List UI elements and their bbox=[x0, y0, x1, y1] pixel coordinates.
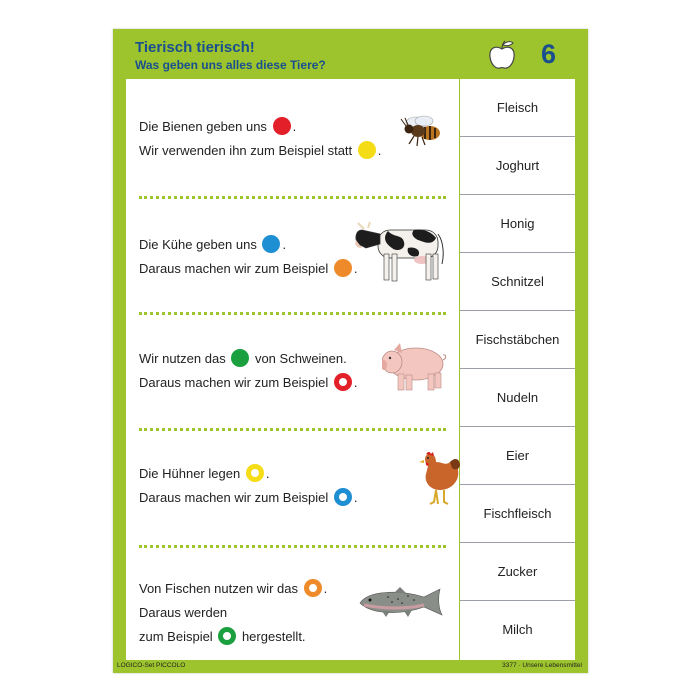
question-bees bbox=[126, 79, 459, 195]
orange-color-dot bbox=[334, 259, 352, 277]
question-line: Die Kühe geben uns . bbox=[139, 233, 286, 257]
orange-ring-dot bbox=[304, 579, 322, 597]
red-ring-dot bbox=[334, 373, 352, 391]
question-line: Die Bienen geben uns . bbox=[139, 115, 296, 139]
question-line: Von Fischen nutzen wir das . bbox=[139, 577, 327, 601]
cow-icon bbox=[352, 218, 448, 286]
card-subtitle: Was geben uns alles diese Tiere? bbox=[135, 58, 326, 72]
question-line: Daraus machen wir zum Beispiel . bbox=[139, 257, 358, 281]
yellow-ring-dot bbox=[246, 464, 264, 482]
answer-cell: Zucker bbox=[460, 543, 575, 601]
card-number: 6 bbox=[541, 39, 557, 69]
answer-cell: Fischstäbchen bbox=[460, 311, 575, 369]
answer-cell: Joghurt bbox=[460, 137, 575, 195]
question-line: Wir verwenden ihn zum Beispiel statt . bbox=[139, 139, 381, 163]
answer-cell: Honig bbox=[460, 195, 575, 253]
footer-right: 3377 · Unsere Lebensmittel bbox=[502, 662, 582, 669]
question-pigs bbox=[126, 312, 459, 427]
question-line: Daraus werden bbox=[139, 605, 228, 620]
question-fish bbox=[126, 545, 459, 660]
answer-cell: Nudeln bbox=[460, 369, 575, 427]
blue-ring-dot bbox=[334, 488, 352, 506]
pig-icon bbox=[382, 340, 448, 392]
chicken-icon bbox=[416, 452, 462, 506]
red-color-dot bbox=[273, 117, 291, 135]
logico-card bbox=[113, 29, 588, 673]
question-line: Daraus machen wir zum Beispiel . bbox=[139, 371, 358, 395]
questions-panel bbox=[126, 79, 459, 660]
answer-cell: Fischfleisch bbox=[460, 485, 575, 543]
bee-icon bbox=[398, 109, 446, 149]
question-cows bbox=[126, 196, 459, 311]
green-color-dot bbox=[231, 349, 249, 367]
question-line: Daraus machen wir zum Beispiel . bbox=[139, 486, 358, 510]
fish-icon bbox=[358, 585, 450, 619]
question-chickens bbox=[126, 428, 459, 544]
card-title-block bbox=[135, 39, 326, 73]
answer-cell: Schnitzel bbox=[460, 253, 575, 311]
blue-color-dot bbox=[262, 235, 280, 253]
answer-cell: Fleisch bbox=[460, 79, 575, 137]
question-line: zum Beispiel hergestellt. bbox=[139, 625, 306, 649]
yellow-color-dot bbox=[358, 141, 376, 159]
apple-icon bbox=[487, 39, 517, 71]
answer-cell: Eier bbox=[460, 427, 575, 485]
green-ring-dot bbox=[218, 627, 236, 645]
answer-cell: Milch bbox=[502, 622, 533, 637]
question-line: Wir nutzen das von Schweinen. bbox=[139, 347, 347, 371]
answers-column bbox=[460, 79, 575, 660]
question-line: Die Hühner legen . bbox=[139, 462, 269, 486]
card-title: Tierisch tierisch! bbox=[135, 39, 255, 56]
footer-left: LOGICO-Set PICCOLO bbox=[117, 662, 186, 669]
